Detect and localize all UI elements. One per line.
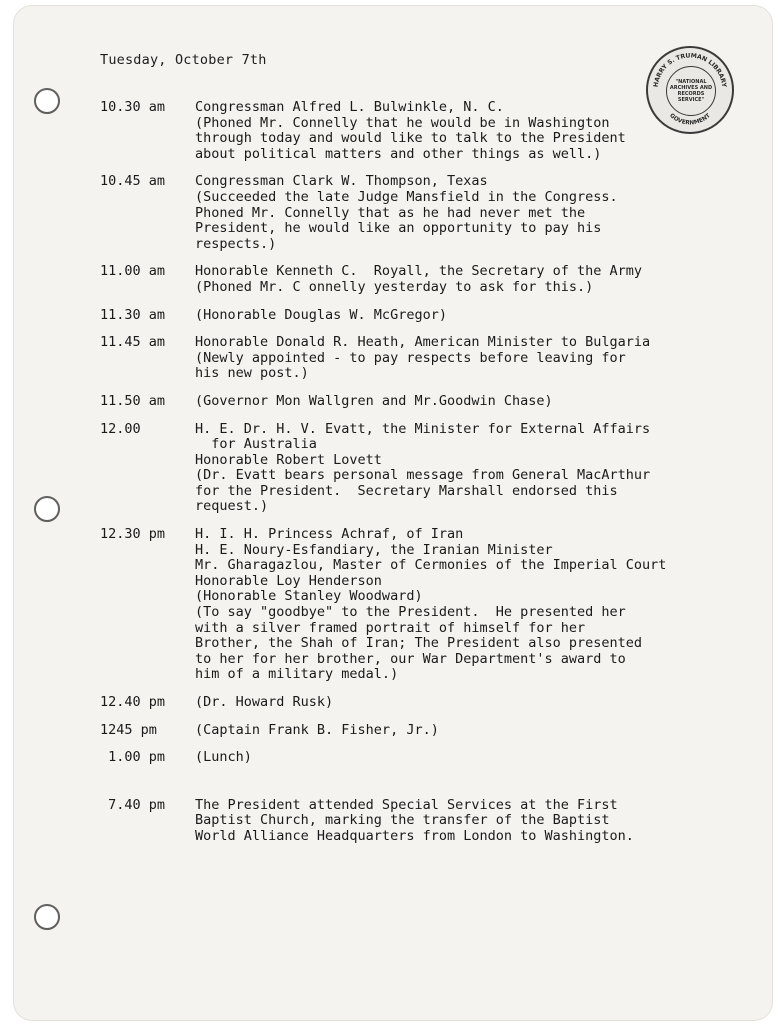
entry-line: with a silver framed portrait of himself for her xyxy=(195,619,586,636)
schedule-entry xyxy=(100,308,740,324)
entry-line: (Phoned Mr. C onnelly yesterday to ask for this.) xyxy=(195,278,594,295)
stamp-ring-label: HARRY S. TRUMAN LIBRARY xyxy=(652,52,728,88)
entry-line: Phoned Mr. Connelly that as he had never met the xyxy=(195,204,586,221)
entry-time: 10.45 am xyxy=(100,173,166,190)
entry-line: (Dr. Evatt bears personal message from General MacArthur xyxy=(195,467,651,484)
schedule-entry xyxy=(100,527,740,683)
entry-time: 1245 pm xyxy=(100,721,157,738)
schedule-entry xyxy=(100,422,740,516)
entry-line: (Honorable Stanley Woodward) xyxy=(195,588,423,605)
entry-time: 11.50 am xyxy=(100,392,166,409)
entry-line: Honorable Donald R. Heath, American Minister to Bulgaria xyxy=(195,334,651,351)
entry-line: (Lunch) xyxy=(195,749,252,766)
entry-line: through today and would like to talk to the President xyxy=(195,130,626,147)
entry-body xyxy=(195,264,740,295)
entry-line: World Alliance Headquarters from London to Washington. xyxy=(195,827,634,844)
entry-line: Brother, the Shah of Iran; The President also presented xyxy=(195,635,643,652)
entry-body xyxy=(195,394,740,410)
entry-line: (Dr. Howard Rusk) xyxy=(195,694,334,710)
schedule-entry xyxy=(100,394,740,410)
page-date-heading: Tuesday, October 7th xyxy=(100,52,267,68)
entry-time: 10.30 am xyxy=(100,99,166,115)
entry-line: H. E. Noury-Esfandiary, the Iranian Minister xyxy=(195,541,553,558)
schedule-entry xyxy=(100,695,740,711)
entry-line: for the President. Secretary Marshall endorsed this xyxy=(195,482,618,499)
entry-time: 11.45 am xyxy=(100,334,166,351)
entry-line: Congressman Alfred L. Bulwinkle, N. C. xyxy=(195,99,504,115)
entry-line: (Succeeded the late Judge Mansfield in the Congress. xyxy=(195,188,618,205)
entry-time: 12.40 pm xyxy=(100,694,166,710)
entry-line: Honorable Loy Henderson xyxy=(195,572,382,589)
entry-line: President, he would like an opportunity to pay his xyxy=(195,220,602,237)
binder-hole xyxy=(34,904,60,930)
entry-line: (Newly appointed - to pay respects before leaving for xyxy=(195,349,626,366)
entry-body xyxy=(195,750,740,766)
entry-body xyxy=(195,308,740,324)
entry-body xyxy=(195,723,740,739)
entry-body xyxy=(195,695,740,711)
entry-time: 7.40 pm xyxy=(100,796,166,813)
entry-body xyxy=(195,100,740,162)
entry-body xyxy=(195,422,740,516)
entry-body xyxy=(195,174,740,252)
entry-time: 11.30 am xyxy=(100,306,166,323)
schedule-list xyxy=(100,100,740,857)
entry-line: about political matters and other things as well.) xyxy=(195,145,602,162)
entry-line: Congressman Clark W. Thompson, Texas xyxy=(195,173,488,190)
entry-line: H. E. Dr. H. V. Evatt, the Minister for External Affairs xyxy=(195,420,651,437)
binder-hole xyxy=(34,496,60,522)
entry-body xyxy=(195,335,740,382)
entry-time: 12.00 xyxy=(100,420,141,437)
entry-line: (Honorable Douglas W. McGregor) xyxy=(195,306,447,323)
entry-line: The President attended Special Services at the First xyxy=(195,796,618,813)
schedule-entry xyxy=(100,335,740,382)
schedule-entry xyxy=(100,798,740,845)
entry-time: 12.30 pm xyxy=(100,526,166,543)
entry-time: 11.00 am xyxy=(100,263,166,280)
entry-time: 1.00 pm xyxy=(100,749,166,766)
schedule-entry xyxy=(100,750,740,766)
schedule-entry xyxy=(100,100,740,162)
entry-line: (Captain Frank B. Fisher, Jr.) xyxy=(195,721,439,738)
stamp-bottom-label: GOVERNMENT xyxy=(668,112,712,127)
binder-hole xyxy=(34,88,60,114)
entry-line: Honorable Kenneth C. Royall, the Secretary of the Army xyxy=(195,263,643,280)
schedule-entry xyxy=(100,723,740,739)
entry-line: (Governor Mon Wallgren and Mr.Goodwin Chase) xyxy=(195,392,553,409)
entry-line: respects.) xyxy=(195,235,277,252)
entry-line: for Australia xyxy=(195,436,317,453)
entry-line: Mr. Gharagazlou, Master of Cermonies of the Imperial Court xyxy=(195,557,667,574)
entry-line: (To say "goodbye" to the President. He presented her xyxy=(195,604,626,621)
entry-line: H. I. H. Princess Achraf, of Iran xyxy=(195,526,464,543)
entry-line: Baptist Church, marking the transfer of the Baptist xyxy=(195,812,610,829)
entry-body xyxy=(195,527,740,683)
entry-line: Honorable Robert Lovett xyxy=(195,451,382,468)
stamp-inner-label: "NATIONAL ARCHIVES AND RECORDS SERVICE" xyxy=(669,79,713,103)
schedule-entry xyxy=(100,264,740,295)
entry-line: (Phoned Mr. Connelly that he would be in Washington xyxy=(195,114,610,131)
entry-line: request.) xyxy=(195,498,269,515)
entry-line: him of a military medal.) xyxy=(195,666,399,683)
entry-body xyxy=(195,798,740,845)
entry-line: to her for her brother, our War Department's award to xyxy=(195,650,626,667)
schedule-entry xyxy=(100,174,740,252)
entry-line: his new post.) xyxy=(195,365,309,382)
